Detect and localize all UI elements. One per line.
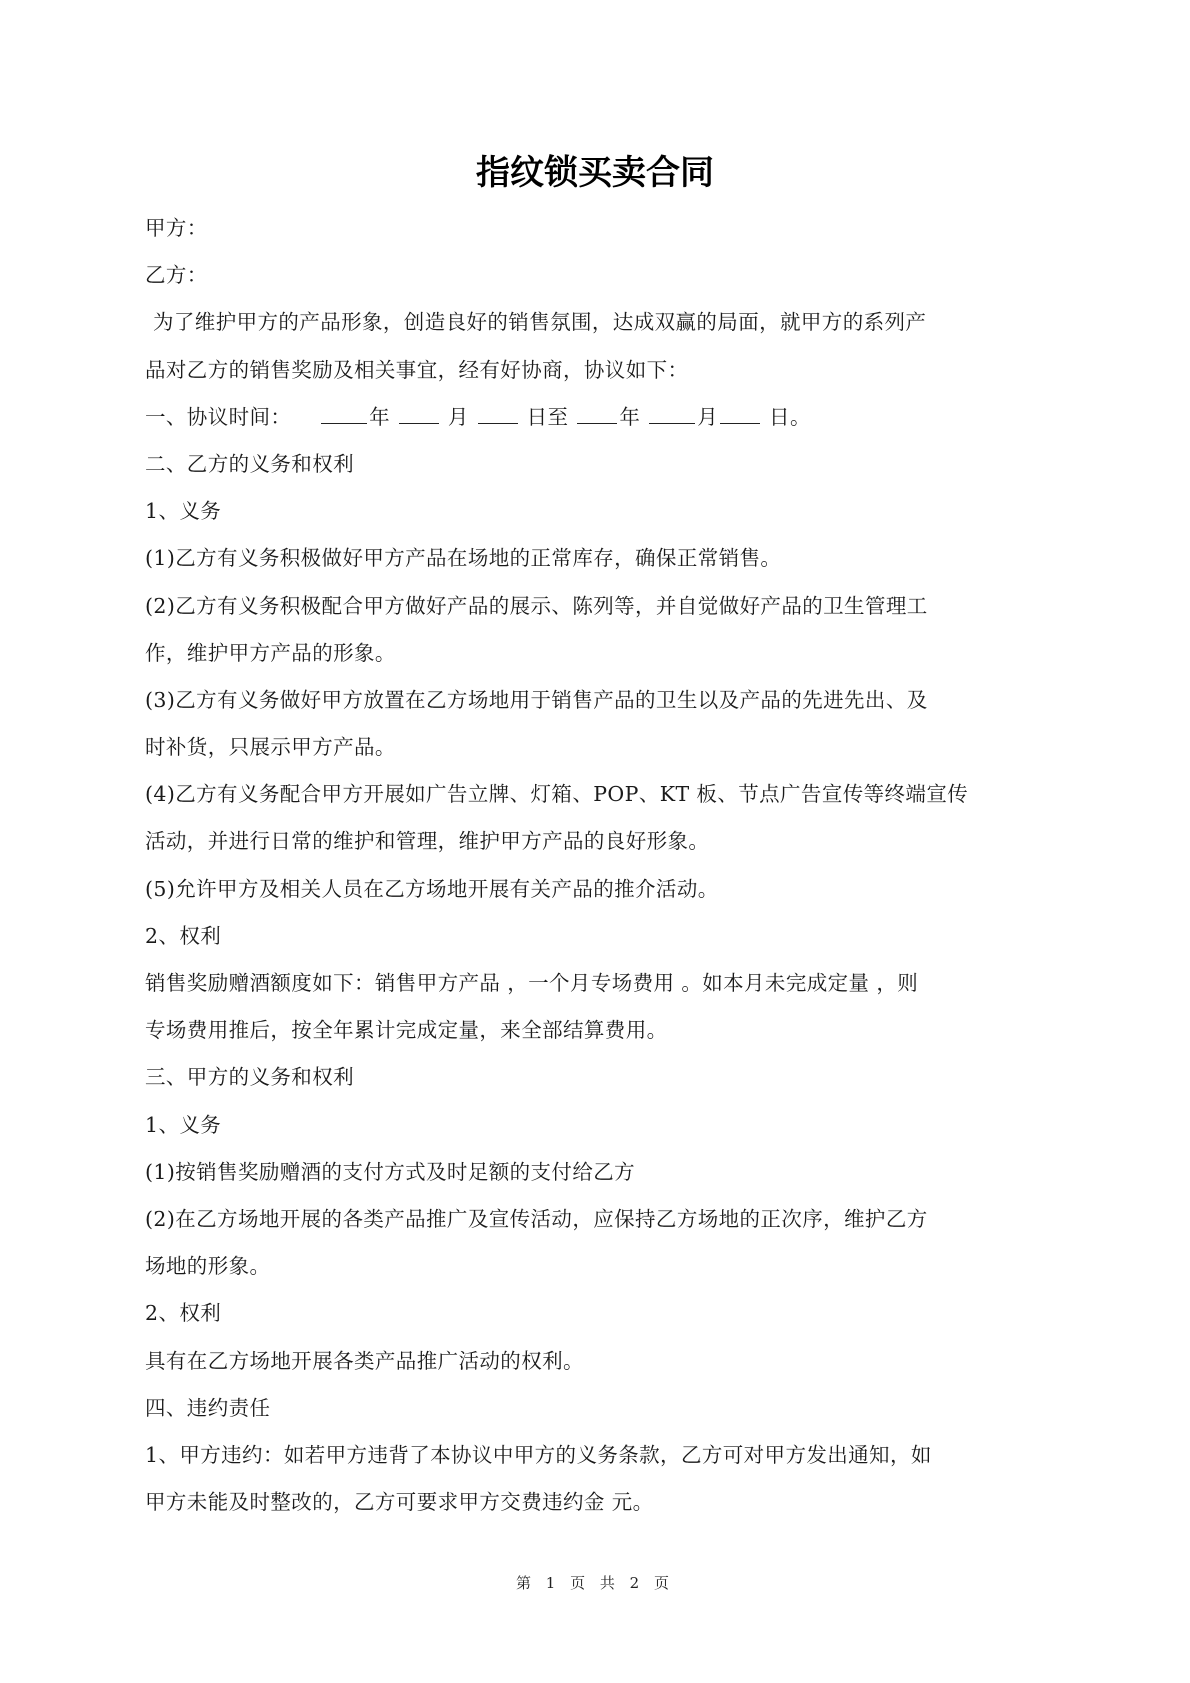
agreement-period-line xyxy=(145,394,1050,441)
section-3-heading: 三、甲方的义务和权利 xyxy=(145,1065,354,1090)
date-part-end-day: 日。 xyxy=(769,404,811,429)
section-4-heading: 四、违约责任 xyxy=(145,1395,271,1420)
document-body xyxy=(145,205,1050,1526)
section-2-duties-heading: 1、义务 xyxy=(145,499,222,524)
document-title: 指纹锁买卖合同 xyxy=(476,153,714,193)
end-year-blank[interactable] xyxy=(577,405,617,424)
section-2-duty-1: (1)乙方有义务积极做好甲方产品在场地的正常库存，确保正常销售。 xyxy=(145,546,782,571)
section-2-heading: 二、乙方的义务和权利 xyxy=(145,451,354,476)
party-a-label: 甲方： xyxy=(145,216,208,240)
party-b-label: 乙方： xyxy=(145,263,208,288)
section-2-duty-3-line-1: (3)乙方有义务做好甲方放置在乙方场地用于销售产品的卫生以及产品的先进先出、及 xyxy=(145,687,928,712)
section-2-duty-2-line-1: (2)乙方有义务积极配合甲方做好产品的展示、陈列等，并自觉做好产品的卫生管理工 xyxy=(145,593,928,618)
agreement-period-heading: 一、协议时间： xyxy=(145,404,292,429)
start-month-blank[interactable] xyxy=(399,405,439,424)
date-part-day-to: 日至 xyxy=(526,404,569,429)
start-year-blank[interactable] xyxy=(321,405,367,424)
section-2-duty-5: (5)允许甲方及相关人员在乙方场地开展有关产品的推介活动。 xyxy=(145,876,719,901)
end-month-blank[interactable] xyxy=(649,405,695,424)
section-4-item-1-line-2: 甲方未能及时整改的，乙方可要求甲方交费违约金 元。 xyxy=(145,1490,654,1515)
page-indicator: 第 1 页 共 2 页 xyxy=(516,1574,674,1592)
end-day-blank[interactable] xyxy=(720,405,760,424)
start-day-blank[interactable] xyxy=(478,405,518,424)
section-3-duty-1: (1)按销售奖励赠酒的支付方式及时足额的支付给乙方 xyxy=(145,1159,636,1184)
section-3-rights-heading: 2、权利 xyxy=(145,1301,222,1326)
section-2-rights-heading: 2、权利 xyxy=(145,923,222,948)
date-part-year: 年 xyxy=(369,404,391,429)
section-2-rights-line-2: 专场费用推后，按全年累计完成定量，来全部结算费用。 xyxy=(145,1018,668,1043)
section-3-rights: 具有在乙方场地开展各类产品推广活动的权利。 xyxy=(145,1348,584,1373)
section-2-rights-line-1: 销售奖励赠酒额度如下：销售甲方产品 ，一个月专场费用 。如本月未完成定量 ，则 xyxy=(145,971,919,995)
date-part-end-year: 年 xyxy=(619,404,641,429)
section-3-duty-2-line-2: 场地的形象。 xyxy=(145,1254,271,1279)
section-3-duty-2-line-1: (2)在乙方场地开展的各类产品推广及宣传活动，应保持乙方场地的正次序，维护乙方 xyxy=(145,1206,928,1231)
section-2-duty-3-line-2: 时补货，只展示甲方产品。 xyxy=(145,735,396,760)
section-2-duty-4-line-1: (4)乙方有义务配合甲方开展如广告立牌、灯箱、POP、KT 板、节点广告宣传等终端宣传 xyxy=(145,782,969,807)
section-4-item-1-line-1: 1、甲方违约：如若甲方违背了本协议中甲方的义务条款，乙方可对甲方发出通知，如 xyxy=(145,1442,932,1467)
date-part-month: 月 xyxy=(447,404,469,429)
date-part-end-month: 月 xyxy=(697,404,719,429)
section-2-duty-2-line-2: 作，维护甲方产品的形象。 xyxy=(145,640,396,665)
section-3-duties-heading: 1、义务 xyxy=(145,1112,222,1137)
section-2-duty-4-line-2: 活动，并进行日常的维护和管理，维护甲方产品的良好形象。 xyxy=(145,829,710,854)
intro-line-1: 为了维护甲方的产品形象，创造良好的销售氛围，达成双赢的局面，就甲方的系列产 xyxy=(153,310,927,335)
intro-line-2: 品对乙方的销售奖励及相关事宜，经有好协商，协议如下： xyxy=(145,357,689,382)
